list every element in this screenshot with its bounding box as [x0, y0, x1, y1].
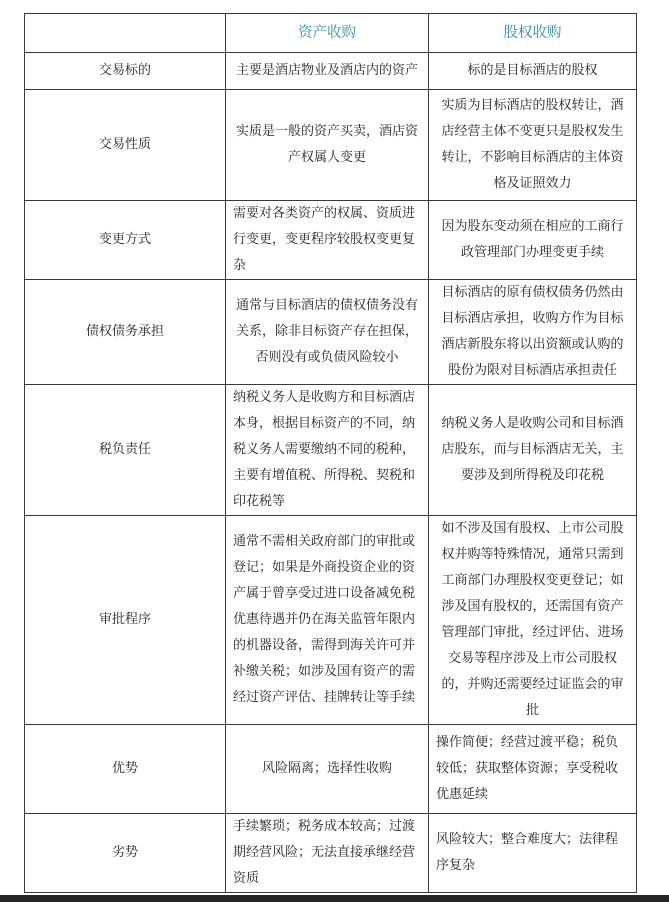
- row-label: 交易标的: [25, 53, 226, 90]
- table-row: [25, 516, 637, 725]
- comparison-table: [24, 13, 637, 893]
- asset-cell: 主要是酒店物业及酒店内的资产: [226, 53, 429, 90]
- table-row: [25, 201, 637, 280]
- asset-cell: 需要对各类资产的权属、资质进行变更，变更程序较股权变更复杂: [226, 201, 429, 280]
- row-label: 税负责任: [25, 385, 226, 516]
- row-label: 劣势: [25, 814, 226, 893]
- equity-cell: 操作简便；经营过渡平稳；税负较低；获取整体资源；享受税收优惠延续: [429, 725, 637, 814]
- header-asset-acquisition: 资产收购: [226, 14, 429, 53]
- equity-cell: 风险较大；整合难度大；法律程序复杂: [429, 814, 637, 893]
- equity-cell: 目标酒店的原有债权债务仍然由目标酒店承担，收购方作为目标酒店新股东将以出资额或认购的股份为限对目标酒店承担责任: [429, 280, 637, 385]
- row-label: 变更方式: [25, 201, 226, 280]
- header-equity-acquisition: 股权收购: [429, 14, 637, 53]
- table-row: [25, 814, 637, 893]
- asset-cell: 实质是一般的资产买卖，酒店资产权属人变更: [226, 90, 429, 201]
- header-blank-cell: [25, 14, 226, 53]
- equity-cell: 纳税义务人是收购公司和目标酒店股东，而与目标酒店无关，主要涉及到所得税及印花税: [429, 385, 637, 516]
- equity-cell: 实质为目标酒店的股权转让，酒店经营主体不变更只是股权发生转让，不影响目标酒店的主体资格及证照效力: [429, 90, 637, 201]
- table-row: [25, 53, 637, 90]
- asset-cell: 风险隔离；选择性收购: [226, 725, 429, 814]
- table-header-row: [25, 14, 637, 53]
- comparison-table-container: [24, 13, 636, 893]
- table-row: [25, 385, 637, 516]
- asset-cell: 纳税义务人是收购方和目标酒店本身，根据目标资产的不同，纳税义务人需要缴纳不同的税种，主要有增值税、所得税、契税和印花税等: [226, 385, 429, 516]
- row-label: 交易性质: [25, 90, 226, 201]
- equity-cell: 标的是目标酒店的股权: [429, 53, 637, 90]
- asset-cell: 通常不需相关政府部门的审批或登记；如果是外商投资企业的资产属于曾享受过进口设备减免税优惠待遇并仍在海关监管年限内的机器设备，需得到海关许可并补缴关税；如涉及国有资产的需经过资产评估、挂牌转让等手续: [226, 516, 429, 725]
- row-label: 审批程序: [25, 516, 226, 725]
- bottom-edge-bar: [0, 895, 669, 902]
- table-row: [25, 280, 637, 385]
- asset-cell: 通常与目标酒店的债权债务没有关系，除非目标资产存在担保，否则没有或负债风险较小: [226, 280, 429, 385]
- row-label: 债权债务承担: [25, 280, 226, 385]
- row-label: 优势: [25, 725, 226, 814]
- table-row: [25, 90, 637, 201]
- table-row: [25, 725, 637, 814]
- asset-cell: 手续繁琐；税务成本较高；过渡期经营风险；无法直接承继经营资质: [226, 814, 429, 893]
- equity-cell: 如不涉及国有股权、上市公司股权并购等特殊情况，通常只需到工商部门办理股权变更登记；如涉及国有股权的，还需国有资产管理部门审批，经过评估、进场交易等程序涉及上市公司股权的，并购还需要经过证监会的审批: [429, 516, 637, 725]
- equity-cell: 因为股东变动须在相应的工商行政管理部门办理变更手续: [429, 201, 637, 280]
